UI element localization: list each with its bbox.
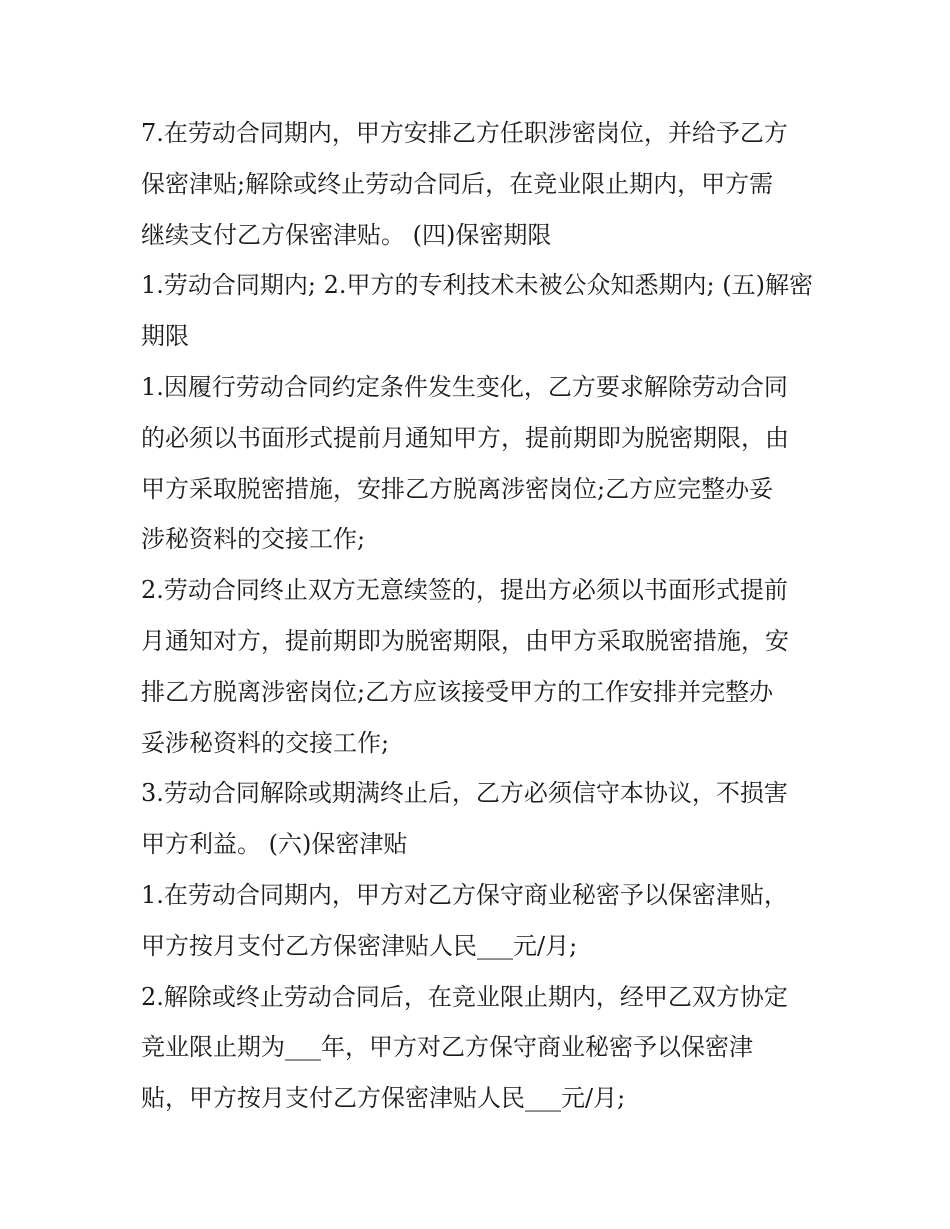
document-body	[141, 108, 821, 1124]
text-line: 3.劳动合同解除或期满终止后，乙方必须信守本协议，不损害	[141, 779, 788, 808]
text-line: 甲方按月支付乙方保密津贴人民___元/月;	[141, 931, 578, 960]
text-line: 甲方采取脱密措施，安排乙方脱离涉密岗位;乙方应完整办妥	[141, 474, 774, 503]
text-line: 竞业限止期为___年，甲方对乙方保守商业秘密予以保密津	[141, 1033, 753, 1062]
text-line: 妥涉秘资料的交接工作;	[141, 728, 390, 757]
text-line: 1.因履行劳动合同约定条件发生变化，乙方要求解除劳动合同	[141, 372, 788, 401]
text-line: 贴，甲方按月支付乙方保密津贴人民___元/月;	[141, 1084, 626, 1113]
text-line: 2.解除或终止劳动合同后，在竞业限止期内，经甲乙双方协定	[141, 982, 788, 1011]
text-line: 涉秘资料的交接工作;	[141, 525, 366, 554]
text-line: 2.劳动合同终止双方无意续签的，提出方必须以书面形式提前	[141, 576, 788, 605]
text-line: 期限	[141, 322, 189, 351]
text-line: 7.在劳动合同期内，甲方安排乙方任职涉密岗位，并给予乙方	[141, 119, 788, 147]
text-line: 甲方利益。 (六)保密津贴	[141, 830, 408, 859]
text-line: 继续支付乙方保密津贴。 (四)保密期限	[141, 220, 552, 249]
text-line: 1.劳动合同期内; 2.甲方的专利技术未被公众知悉期内; (五)解密	[141, 271, 813, 300]
text-line: 排乙方脱离涉密岗位;乙方应该接受甲方的工作安排并完整办	[141, 677, 774, 706]
text-line: 保密津贴;解除或终止劳动合同后，在竞业限止期内，甲方需	[141, 169, 774, 198]
text-line: 月通知对方，提前期即为脱密期限，由甲方采取脱密措施，安	[141, 626, 789, 655]
text-line: 的必须以书面形式提前月通知甲方，提前期即为脱密期限，由	[141, 423, 789, 452]
text-line: 1.在劳动合同期内，甲方对乙方保守商业秘密予以保密津贴，	[141, 880, 788, 909]
